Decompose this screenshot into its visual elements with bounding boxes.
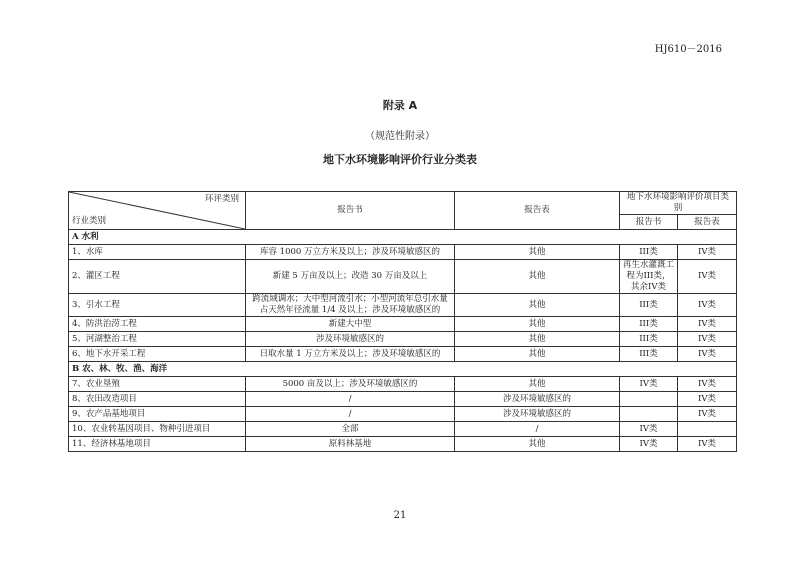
gw-report-book-cell: IV类 [620,422,678,437]
report-form-cell: 其他 [455,437,620,452]
gw-report-book-cell: III类 [620,294,678,317]
gw-report-book-cell: IV类 [620,377,678,392]
industry-cell: 11、经济林基地项目 [69,437,246,452]
industry-cell: 5、河湖整治工程 [69,332,246,347]
report-form-header: 报告表 [455,192,620,230]
table-header-row [69,192,737,215]
report-form-cell: / [455,422,620,437]
gw-report-form-cell: IV类 [678,437,737,452]
section-row [69,230,737,245]
report-book-cell: 原料林基地 [246,437,455,452]
industry-cell: 8、农田改造项目 [69,392,246,407]
report-book-cell: / [246,407,455,422]
gw-category-header: 地下水环境影响评价项目类别 [620,192,737,215]
gw-report-book-cell [620,392,678,407]
report-book-cell: 涉及环境敏感区的 [246,332,455,347]
report-book-cell: 新建大中型 [246,317,455,332]
industry-cell: 1、水库 [69,245,246,260]
report-book-cell: 跨流域调水；大中型河流引水；小型河流年总引水量占天然年径流量 1/4 及以上；涉及环境敏感区的 [246,294,455,317]
gw-report-form-cell: IV类 [678,294,737,317]
report-book-cell: 日取水量 1 万立方米及以上；涉及环境敏感区的 [246,347,455,362]
gw-report-form-cell: IV类 [678,260,737,294]
section-row [69,362,737,377]
report-form-cell: 其他 [455,317,620,332]
gw-report-book-cell: IV类 [620,437,678,452]
report-book-header: 报告书 [246,192,455,230]
gw-report-form-cell: IV类 [678,332,737,347]
appendix-type: （规范性附录） [365,131,435,142]
gw-report-form-cell: IV类 [678,317,737,332]
industry-cell: 4、防洪治涝工程 [69,317,246,332]
table-row [69,294,737,317]
standard-code: HJ610－2016 [654,44,722,55]
report-book-cell: 5000 亩及以上；涉及环境敏感区的 [246,377,455,392]
report-book-cell: / [246,392,455,407]
industry-cell: 7、农业垦殖 [69,377,246,392]
report-book-cell: 库容 1000 万立方米及以上；涉及环境敏感区的 [246,245,455,260]
gw-report-book-cell [620,407,678,422]
table-row [69,245,737,260]
table-row [69,332,737,347]
gw-report-book-cell: III类 [620,245,678,260]
appendix-title: 附录 A [382,99,418,112]
table-row [69,422,737,437]
report-form-cell: 其他 [455,347,620,362]
env-category-label: 环评类别 [204,194,239,204]
table-row [69,392,737,407]
report-form-cell: 涉及环境敏感区的 [455,392,620,407]
industry-cell: 3、引水工程 [69,294,246,317]
report-form-cell: 其他 [455,332,620,347]
section-title: B 农、林、牧、渔、海洋 [69,362,737,377]
section-title: A 水利 [69,230,737,245]
report-form-cell: 其他 [455,377,620,392]
table-row [69,347,737,362]
report-book-cell: 新建 5 万亩及以上；改造 30 万亩及以上 [246,260,455,294]
table-title: 地下水环境影响评价行业分类表 [323,153,477,166]
gw-report-form-cell: IV类 [678,245,737,260]
gw-report-form-cell: IV类 [678,407,737,422]
table-row [69,317,737,332]
industry-cell: 10、农业转基因项目、物种引进项目 [69,422,246,437]
table-row [69,437,737,452]
report-form-cell: 其他 [455,245,620,260]
gw-report-form-cell: IV类 [678,377,737,392]
industry-cell: 6、地下水开采工程 [69,347,246,362]
page-number: 21 [393,510,407,521]
diagonal-header-cell [69,192,246,230]
gw-report-form-header: 报告表 [678,215,737,230]
report-form-cell: 其他 [455,260,620,294]
report-form-cell: 涉及环境敏感区的 [455,407,620,422]
table-row [69,407,737,422]
industry-cell: 2、灌区工程 [69,260,246,294]
report-form-cell: 其他 [455,294,620,317]
report-book-cell: 全部 [246,422,455,437]
gw-report-book-cell: III类 [620,332,678,347]
table-row [69,377,737,392]
classification-table [68,191,737,452]
gw-report-book-cell: III类 [620,347,678,362]
gw-report-book-cell: 再生水灌溉工程为III类，其余IV类 [620,260,678,294]
gw-report-form-cell [678,422,737,437]
gw-report-book-cell: III类 [620,317,678,332]
industry-category-label: 行业类别 [72,216,107,226]
table-row [69,260,737,294]
gw-report-book-header: 报告书 [620,215,678,230]
gw-report-form-cell: IV类 [678,392,737,407]
industry-cell: 9、农产品基地项目 [69,407,246,422]
gw-report-form-cell: IV类 [678,347,737,362]
